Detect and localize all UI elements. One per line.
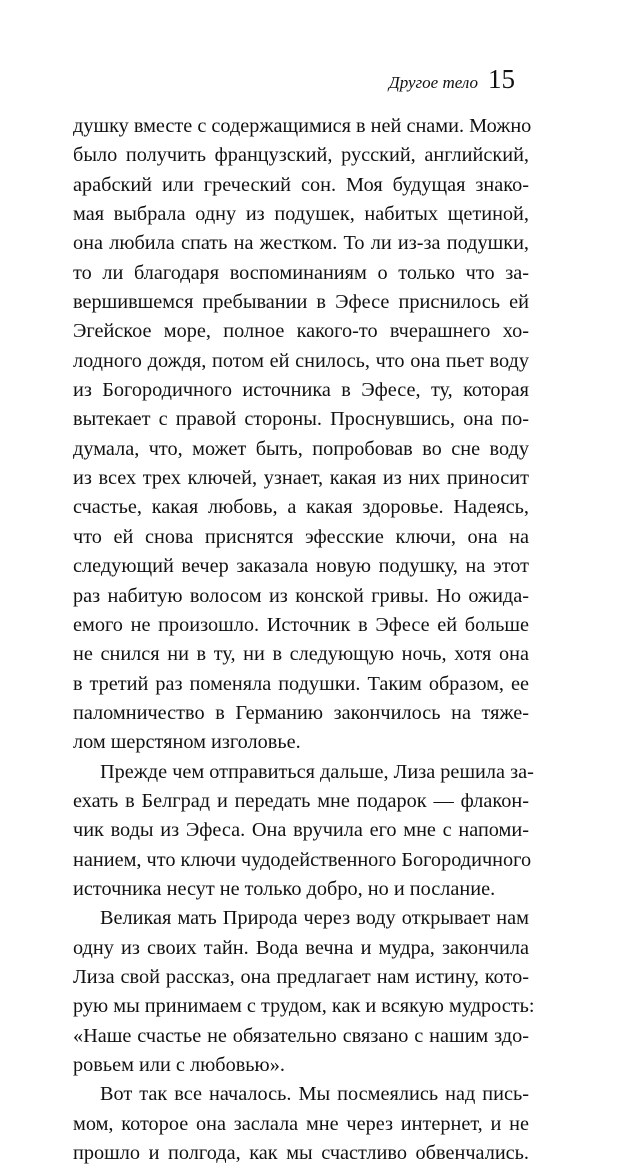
page-number: 15 <box>488 64 515 94</box>
running-header <box>389 64 515 95</box>
text-line: то ли благодаря воспоминаниям о только что за- <box>73 261 529 284</box>
text-line: ехать в Белград и передать мне подарок — флакон- <box>73 789 529 812</box>
text-line: Эгейское море, полное какого-то вчерашнего хо- <box>73 320 529 343</box>
text-line: «Наше счастье не обязательно связано с нашим здо- <box>73 1024 529 1047</box>
text-line: счастье, какая любовь, а какая здоровье. Надеясь, <box>73 496 529 519</box>
text-line: лом шерстяном изголовье. <box>73 731 301 754</box>
text-line: вытекает с правой стороны. Проснувшись, она по- <box>73 408 529 431</box>
text-line: рую мы принимаем с трудом, как и всякую мудрость: <box>73 995 535 1018</box>
text-line: Прежде чем отправиться дальше, Лиза решила за- <box>100 760 534 783</box>
text-line: Лиза свой рассказ, она предлагает нам истину, кото- <box>73 965 529 988</box>
text-line: что ей снова приснятся эфесские ключи, она на <box>73 525 529 548</box>
text-line: источника несут не только добро, но и послание. <box>73 877 496 900</box>
text-line: емого не произошло. Источник в Эфесе ей больше <box>73 613 529 636</box>
text-line: из Богородичного источника в Эфесе, ту, которая <box>73 379 529 402</box>
text-line: она любила спать на жестком. То ли из-за подушки, <box>73 232 529 255</box>
text-line: ровьем или с любовью». <box>73 1054 285 1076</box>
text-line: паломничество в Германию закончилось на тяже- <box>73 701 529 724</box>
text-line: мая выбрала одну из подушек, набитых щетиной, <box>73 203 529 226</box>
text-line: было получить французский, русский, английский, <box>73 144 529 167</box>
text-line: думала, что, может быть, попробовав во сне воду <box>73 437 529 460</box>
text-line: из всех трех ключей, узнает, какая из них приносит <box>73 467 529 490</box>
text-line: следующий вечер заказала новую подушку, на этот <box>73 555 529 578</box>
text-line: прошло и полгода, как мы счастливо обвенчались. <box>73 1142 529 1165</box>
text-line: чик воды из Эфеса. Она вручила его мне с напоми- <box>73 819 529 842</box>
text-line: в третий раз поменяла подушки. Таким образом, ее <box>73 672 529 695</box>
text-line: мом, которое она заслала мне через интернет, и не <box>73 1112 529 1135</box>
text-line: душку вместе с содержащимися в ней снами. Можно <box>73 115 532 137</box>
text-line: одну из своих тайн. Вода вечна и мудра, закончила <box>73 936 529 959</box>
text-line: не снился ни в ту, ни в следующую ночь, хотя она <box>73 643 529 666</box>
text-line: нанием, что ключи чудодейственного Богородичного <box>73 848 532 871</box>
text-line: Вот так все началось. Мы посмеялись над пись- <box>100 1083 529 1106</box>
text-line: раз набитую волосом из конской гривы. Но ожида- <box>73 584 529 607</box>
text-line: лодного дождя, потом ей снилось, что она пьет воду <box>73 349 529 372</box>
running-title: Другое тело <box>388 73 478 92</box>
text-line: вершившемся пребывании в Эфесе приснилось ей <box>73 291 529 314</box>
text-line: арабский или греческий сон. Моя будущая знако- <box>73 173 529 196</box>
body-text <box>73 112 535 1168</box>
text-line: Великая мать Природа через воду открывает нам <box>100 907 529 930</box>
